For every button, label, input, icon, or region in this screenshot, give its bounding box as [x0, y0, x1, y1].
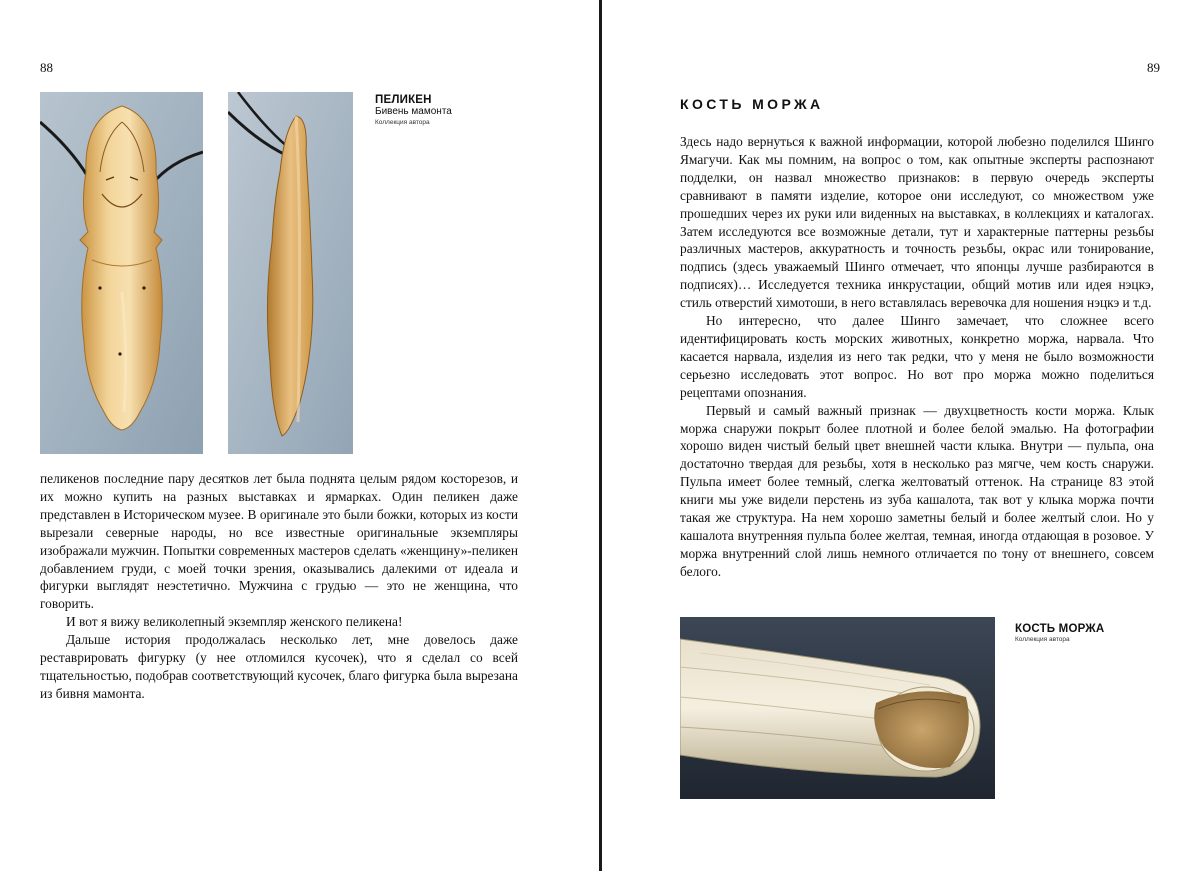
page-number: 89: [1147, 60, 1160, 75]
pendant-side-photo: [228, 92, 353, 454]
caption-note: Коллекция автора: [1015, 636, 1070, 643]
pendant-caption: [375, 94, 575, 127]
paragraph: Первый и самый важный признак — двухцветность кости моржа. Клык моржа снаружи покрыт более плотной и более белой эмалью. На фотографии хорошо виден чистый белый цвет внешней части клыка. Внутри — пульпа, она достаточно твердая для резьбы, хотя в несколько раз мягче, чем кость снаружи. Пульпа имеет более темный, слегка желтоватый оттенок. На странице 83 этой книги мы уже видели перстень из зуба кашалота, так вот у клыка моржа почти такая же структура. На нем хорошо заметны белый и более желтый слои. Но у кашалота внутренняя пульпа более желтая, темная, иногда отдающая в розовое. У моржа внутренний слой лишь немного отличается по тону от внешнего, совсем белого.: [680, 402, 1154, 579]
caption-subtitle: Бивень мамонта: [375, 106, 452, 117]
page-number: 88: [40, 60, 53, 75]
tusk-caption: [1015, 623, 1195, 644]
left-page: [0, 0, 599, 871]
caption-title: КОСТЬ МОРЖА: [1015, 623, 1105, 635]
paragraph: И вот я вижу великолепный экземпляр женского пеликена!: [66, 614, 403, 630]
pendant-front-photo: [40, 92, 203, 454]
walrus-tusk-photo: [680, 617, 995, 799]
right-page: [602, 0, 1200, 871]
paragraph: пеликенов последние пару десятков лет была поднята целым рядом косторезов, и их можно купить на разных выставках и ярмарках. Один пеликен даже представлен в Историческом музее. В оригинале это были божки, которых из кости вырезали северные народы, но все известные оригинальные экземпляры изображали мужчин. Попытки современных мастеров сделать «женщину»-пеликен добавлением груди, с моей точки зрения, оказывались далекими от идеала и фигурки выглядят неэстетично. Мужчина с грудью — это не женщина, что говорить.: [40, 471, 518, 612]
paragraph: Дальше история продолжалась несколько лет, мне довелось даже реставрировать фигурку (у нее отломился кусочек), что я сделал со всей тщательностью, подобрав соответствующий кусочек, благо фигурка была вырезана из бивня мамонта.: [40, 632, 518, 701]
right-body-text: [680, 133, 1154, 581]
caption-title: ПЕЛИКЕН: [375, 94, 432, 106]
caption-note: Коллекция автора: [375, 119, 430, 126]
paragraph: Но интересно, что далее Шинго замечает, что сложнее всего идентифицировать кость морских животных, конкретно моржа, нарвала. Что касается нарвала, изделия из него так редки, что у меня не было возможности серьезно исследовать этот вопрос. Но вот про моржа можно поделиться рецептами опознания.: [680, 313, 1154, 400]
section-heading: КОСТЬ МОРЖА: [680, 96, 824, 112]
left-body-text: [40, 470, 518, 703]
paragraph: Здесь надо вернуться к важной информации, которой любезно поделился Шинго Ямагучи. Как мы помним, на вопрос о том, как опытные эксперты распознают подделки, он назвал множество признаков: в первую очередь эксперты сравнивают в памяти изделие, которое они исследуют, со множеством уже прошедших через их руки или виденных на выставках, в коллекциях и каталогах. Затем исследуются все возможные детали, тут и характерные паттерны резьбы различных мастеров, аккуратность и точность резьбы, окрас или тонирование, подпись (здесь уважаемый Шинго отмечает, что японцы лучше разбираются в подписях)… Исследуется техника инкрустации, общий мотив или идея нэцкэ, стиль отверстий химотоши, в него вставлялась веревочка для ношения нэцкэ и т.д.: [680, 134, 1154, 311]
